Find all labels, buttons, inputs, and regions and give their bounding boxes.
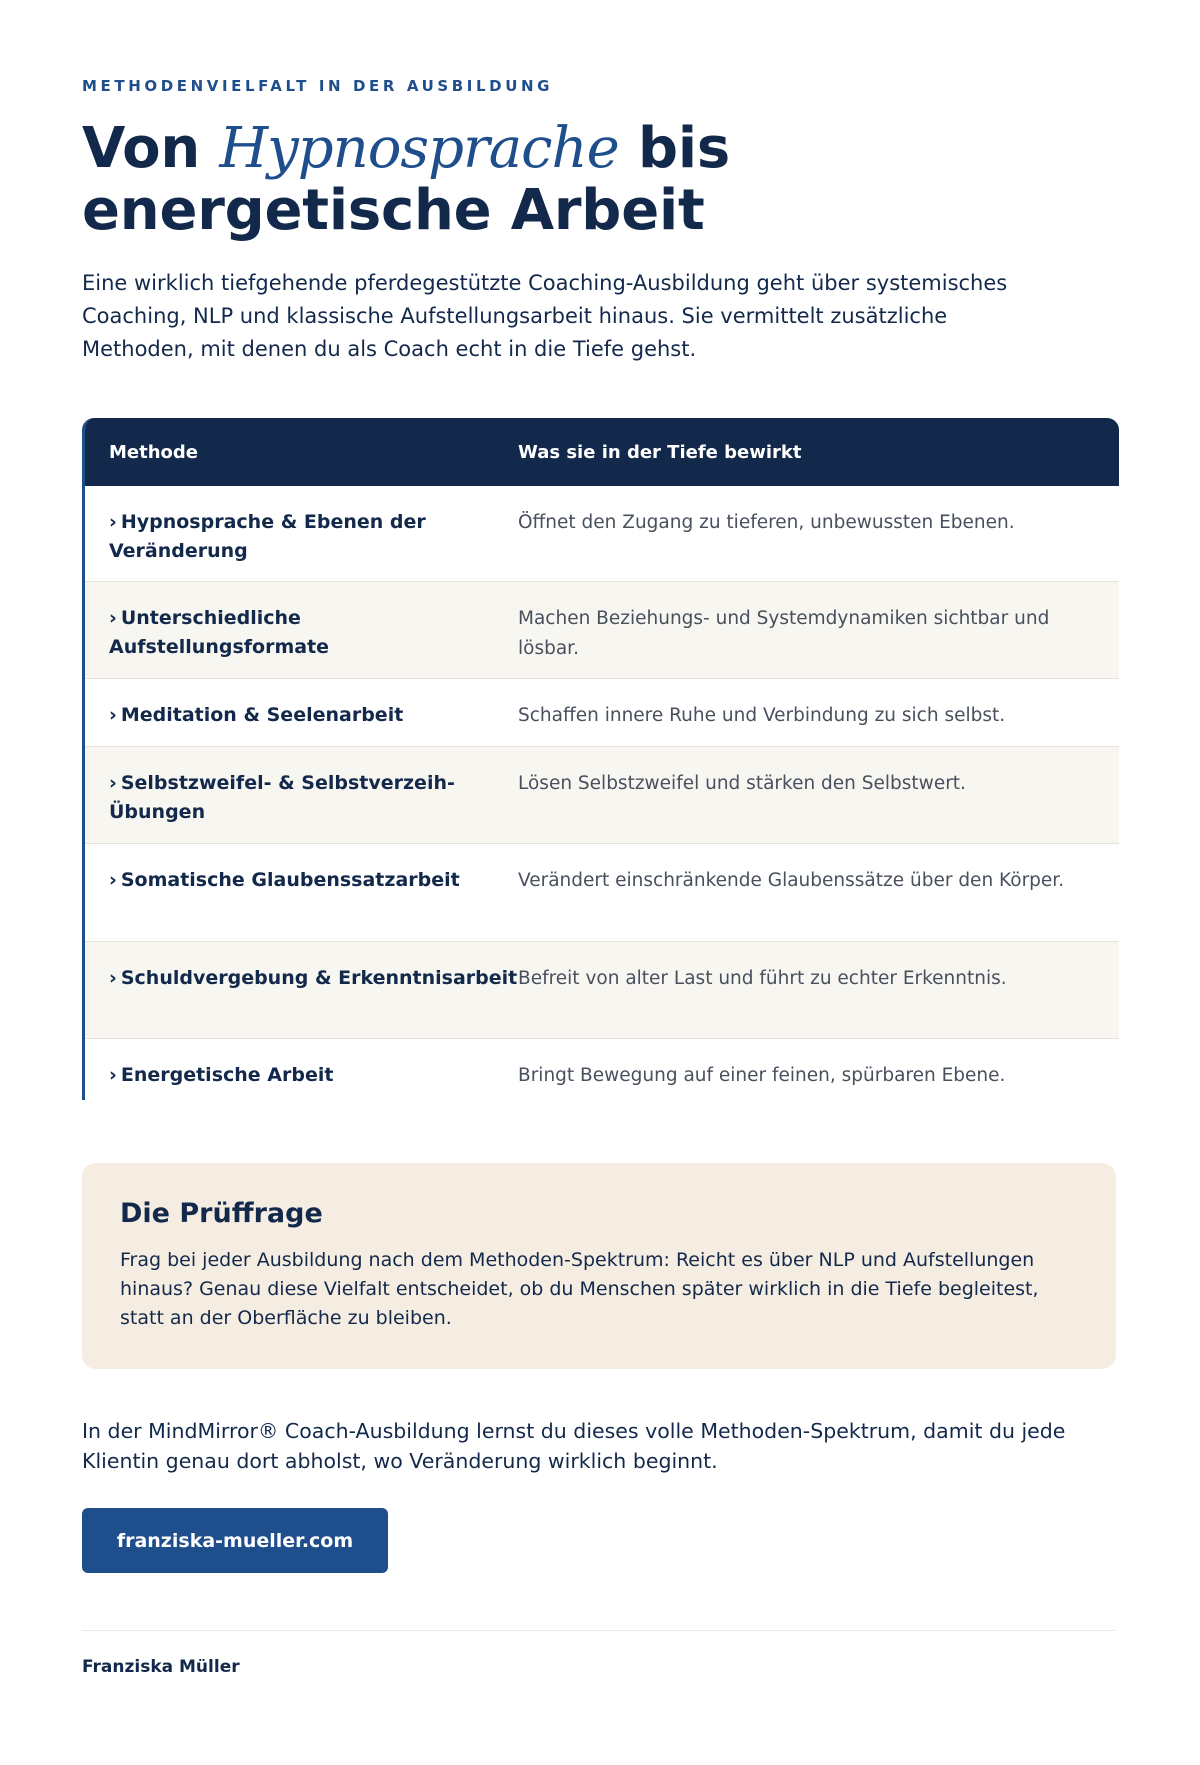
method-label: Somatische Glaubenssatzarbeit [120, 869, 460, 891]
method-label: Energetische Arbeit [120, 1064, 334, 1086]
info-callout [82, 1163, 1116, 1369]
method-cell [85, 1061, 518, 1100]
title-part-1: Von [82, 116, 220, 181]
footer-divider [82, 1630, 1116, 1631]
title-part-2: bis energetische Arbeit [82, 116, 731, 243]
table-row [85, 942, 1119, 1039]
chevron-right-icon: › [109, 869, 117, 891]
table-row [85, 1039, 1119, 1100]
callout-title: Die Prüffrage [120, 1198, 323, 1229]
effect-cell: Bringt Bewegung auf einer feinen, spürbaren Ebene. [518, 1065, 1006, 1086]
callout-text: Frag bei jeder Ausbildung nach dem Methoden-Spektrum: Reicht es über NLP und Aufstellungen hinaus? Genau diese Vielfalt entscheidet, ob du Menschen später wirklich in die Tiefe begleitest, statt an der Oberfläche zu bleiben. [120, 1249, 1039, 1329]
chevron-right-icon: › [109, 607, 117, 629]
intro-paragraph: Eine wirklich tiefgehende pferdegestützte Coaching-Ausbildung geht über systemisches Coaching, NLP und klassische Aufstellungsarbeit hinaus. Sie vermittelt zusätzliche Methoden, mit denen du als Coach echt in die Tiefe gehst. [82, 271, 1008, 361]
website-button[interactable]: franziska-mueller.com [82, 1508, 388, 1573]
effect-cell: Verändert einschränkende Glaubenssätze über den Körper. [518, 870, 1065, 891]
eyebrow-label: METHODENVIELFALT IN DER AUSBILDUNG [82, 77, 554, 95]
effect-cell: Schaffen innere Ruhe und Verbindung zu sich selbst. [518, 705, 1006, 726]
table-row [85, 582, 1119, 679]
method-cell [85, 866, 518, 941]
header-method: Methode [109, 441, 198, 463]
method-cell [85, 508, 518, 581]
author-name: Franziska Müller [82, 1657, 240, 1677]
effect-cell: Befreit von alter Last und führt zu echter Erkenntnis. [518, 968, 1007, 989]
table-row [85, 486, 1119, 582]
method-label: Hypnosprache & Ebenen der Veränderung [109, 511, 426, 562]
header-effect: Was sie in der Tiefe bewirkt [518, 441, 802, 463]
method-label: Selbstzweifel- & Selbstverzeih-Übungen [109, 772, 455, 823]
method-label: Unterschiedliche Aufstellungsformate [109, 607, 330, 658]
method-cell [85, 701, 518, 746]
effect-cell: Lösen Selbstzweifel und stärken den Selbstwert. [518, 773, 966, 794]
page-title [82, 118, 1122, 242]
method-label: Schuldvergebung & Erkenntnisarbeit [120, 967, 518, 989]
table-row [85, 844, 1119, 942]
chevron-right-icon: › [109, 1064, 117, 1086]
chevron-right-icon: › [109, 704, 117, 726]
method-cell [85, 604, 518, 678]
effect-cell: Machen Beziehungs- und Systemdynamiken sichtbar und lösbar. [518, 608, 1050, 659]
title-accent: Hypnosprache [219, 116, 619, 181]
chevron-right-icon: › [109, 967, 117, 989]
chevron-right-icon: › [109, 511, 117, 533]
method-cell [85, 769, 518, 843]
effect-cell: Öffnet den Zugang zu tieferen, unbewussten Ebenen. [518, 512, 1015, 533]
method-cell [85, 964, 518, 1038]
methods-table [82, 418, 1119, 1100]
table-row [85, 747, 1119, 844]
chevron-right-icon: › [109, 772, 117, 794]
table-header-row [85, 418, 1119, 486]
method-label: Meditation & Seelenarbeit [120, 704, 404, 726]
table-row [85, 679, 1119, 747]
outro-paragraph: In der MindMirror® Coach-Ausbildung lernst du dieses volle Methoden-Spektrum, damit du jede Klientin genau dort abholst, wo Veränderung wirklich beginnt. [82, 1419, 1066, 1473]
